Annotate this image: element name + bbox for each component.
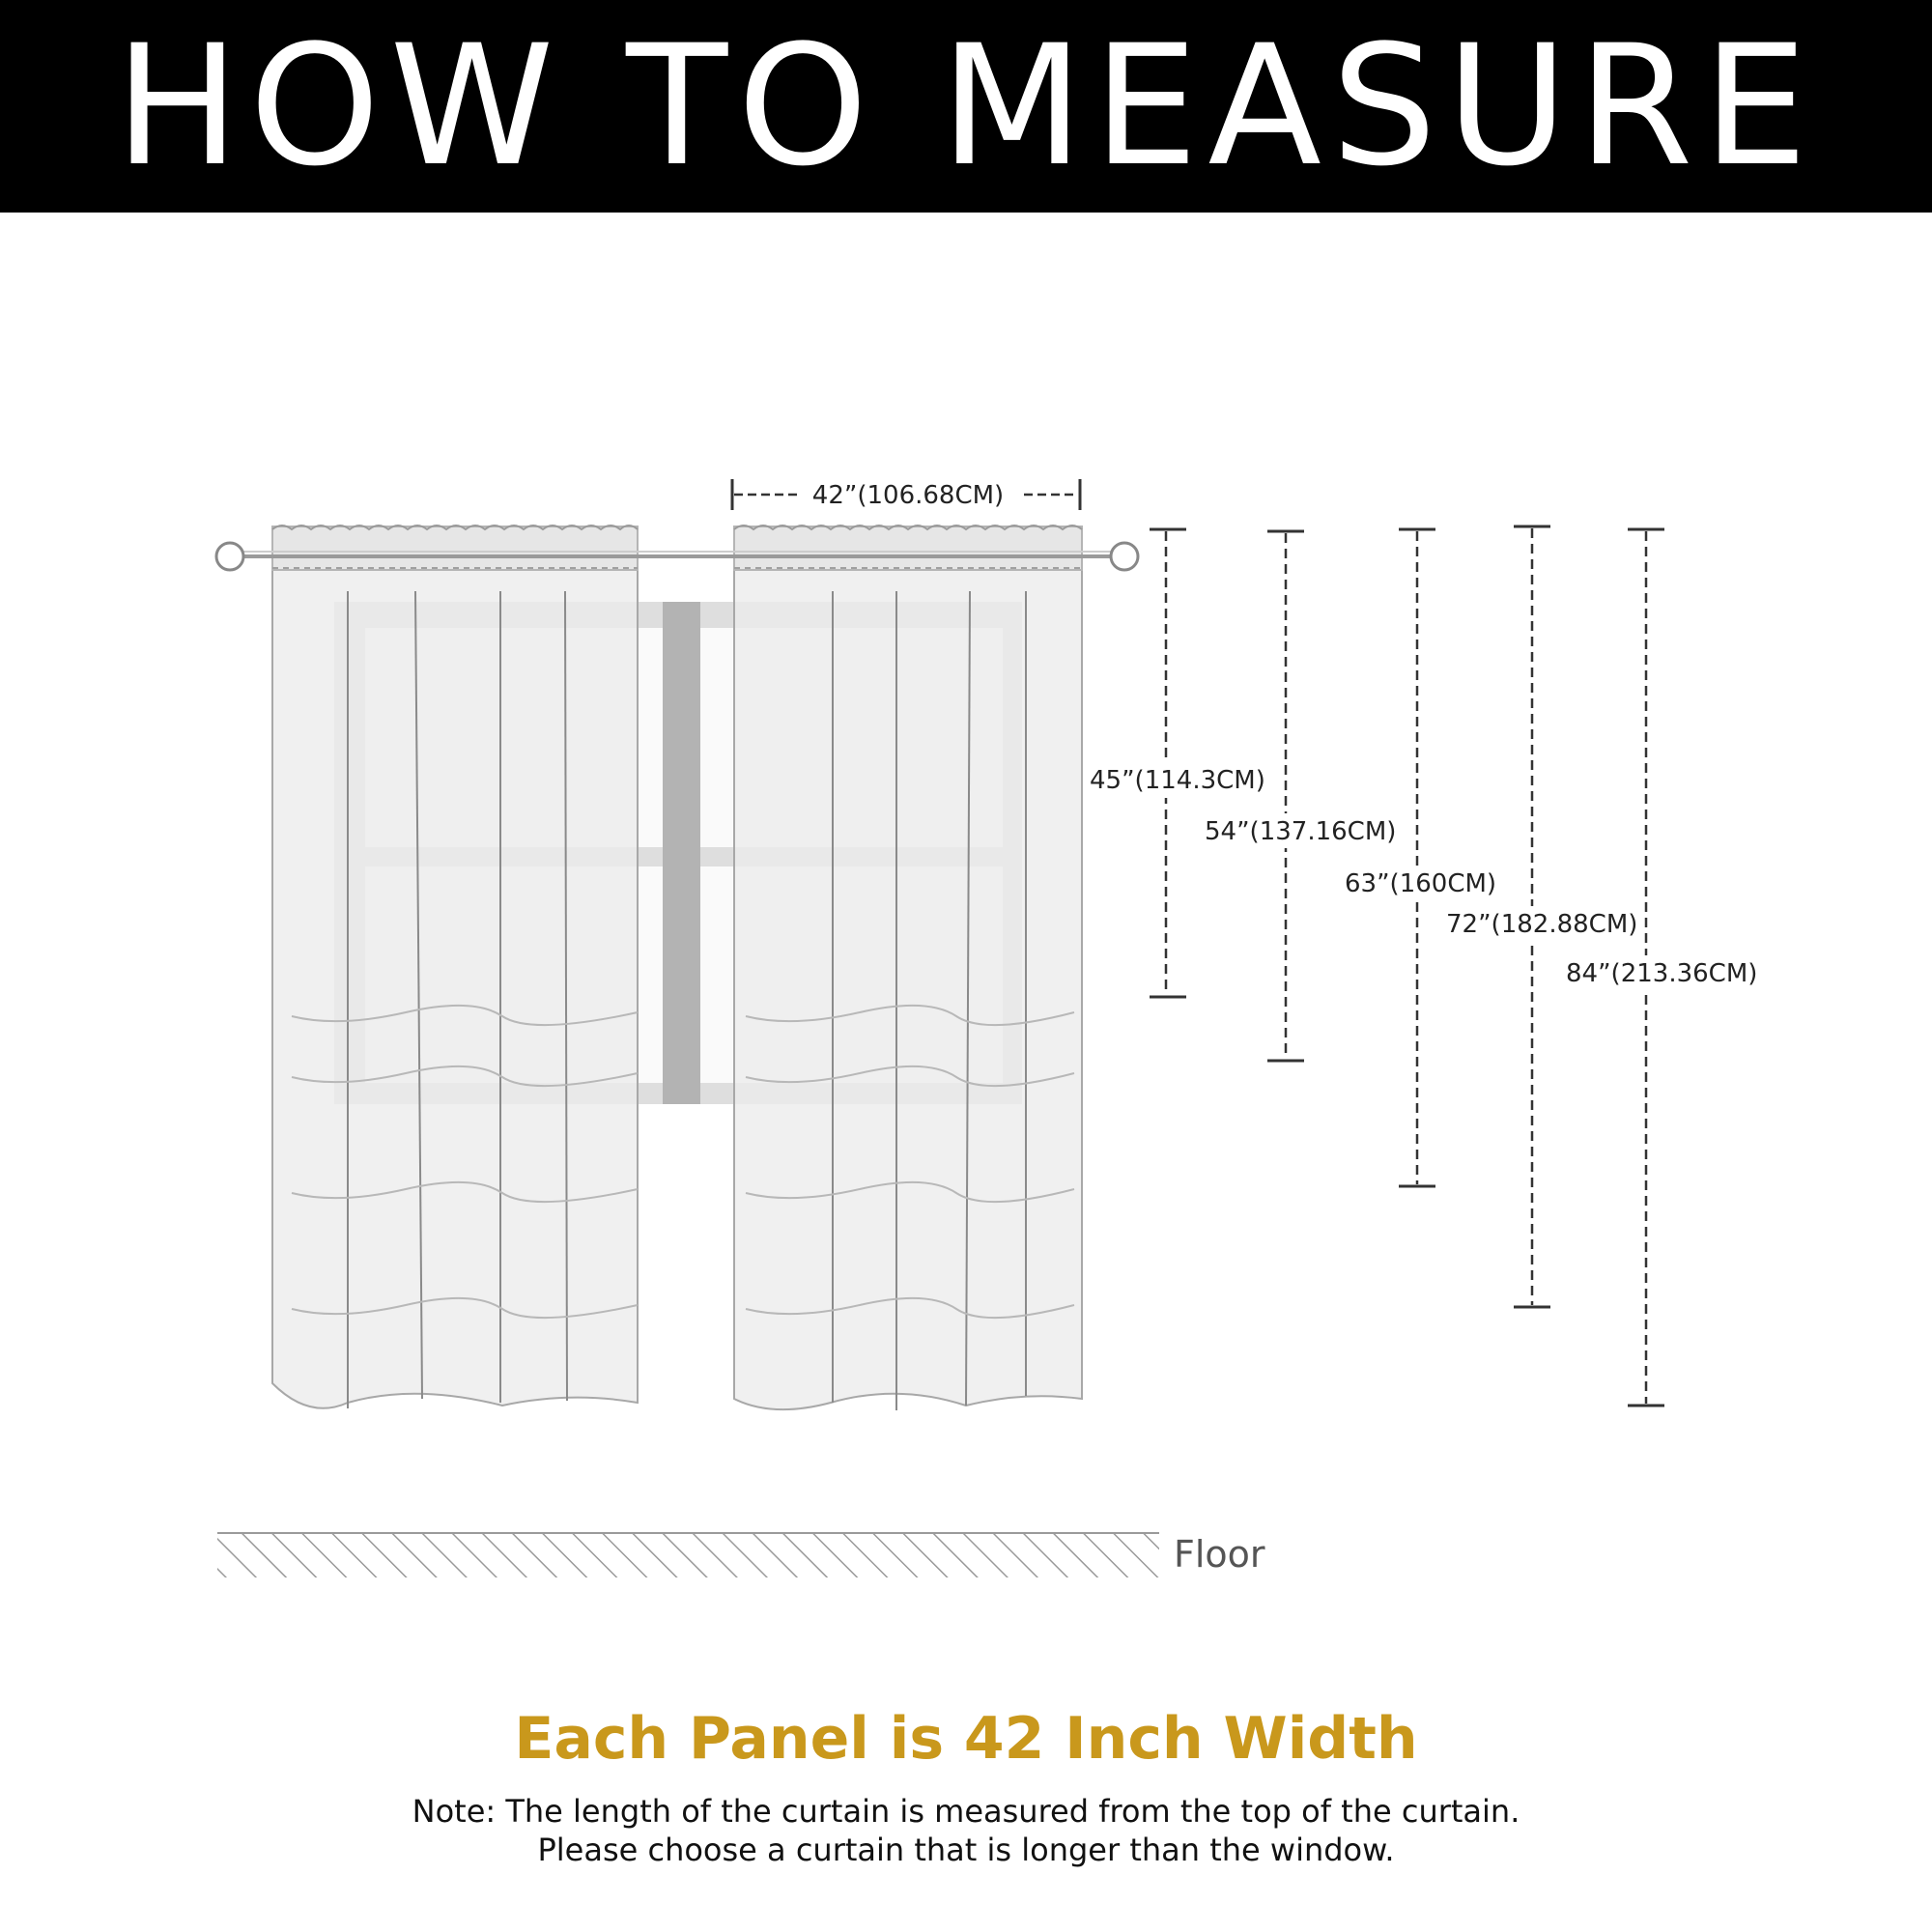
length-label-45: 45”(114.3CM) <box>1090 766 1265 795</box>
length-label-72: 72”(182.88CM) <box>1446 910 1638 939</box>
length-label-63: 63”(160CM) <box>1345 869 1497 898</box>
floor-label: Floor <box>1174 1533 1265 1576</box>
panel-width-headline: Each Panel is 42 Inch Width <box>514 1705 1418 1773</box>
rod-finial-left <box>216 543 243 570</box>
length-dimension-84 <box>1563 529 1766 1406</box>
length-label-84: 84”(213.36CM) <box>1566 959 1758 988</box>
panel-width-dimension <box>732 479 1080 510</box>
curtain-panel-right <box>734 526 1082 1410</box>
curtain-rod-pocket <box>272 526 638 570</box>
curtain-rod-pocket <box>734 526 1082 570</box>
length-dimension-72 <box>1443 526 1642 1307</box>
length-dimension-45 <box>1087 529 1270 997</box>
note-line-1: Note: The length of the curtain is measured from the top of the curtain. <box>412 1793 1520 1830</box>
panel-width-label: 42”(106.68CM) <box>811 481 1005 510</box>
window-mullion <box>663 602 700 1104</box>
note-line-2: Please choose a curtain that is longer than the window. <box>537 1832 1395 1868</box>
rod-finial-right <box>1111 543 1138 570</box>
floor <box>217 1533 1265 1577</box>
length-label-54: 54”(137.16CM) <box>1205 817 1397 846</box>
curtain-panel-left <box>272 526 638 1408</box>
length-dimension-63 <box>1341 529 1505 1186</box>
page-title: HOW TO MEASURE <box>114 9 1818 203</box>
